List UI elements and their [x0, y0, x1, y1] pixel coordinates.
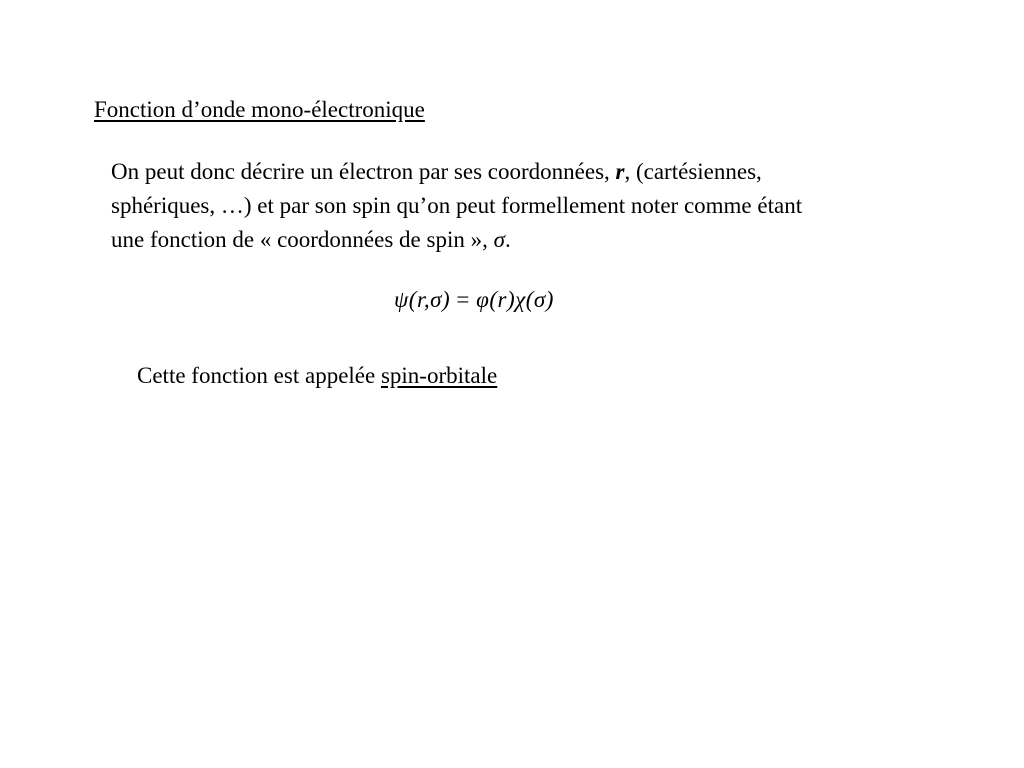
- phi-arguments: (r): [489, 287, 516, 312]
- paragraph-text: une fonction de « coordonnées de spin »,: [111, 227, 494, 252]
- spin-symbol: σ: [493, 227, 505, 252]
- paragraph-text: .: [504, 227, 511, 252]
- spin-orbitale-term: spin-orbitale: [380, 363, 498, 388]
- description-paragraph: [111, 155, 991, 257]
- psi-arguments: (r,σ): [408, 287, 451, 312]
- paragraph-line-1: [111, 155, 991, 189]
- conclusion-line: [137, 361, 497, 391]
- spin-orbital-equation: [394, 285, 554, 315]
- chi-arguments: (σ): [525, 287, 554, 312]
- paragraph-line-3: [111, 223, 991, 257]
- slide-title: Fonction d’onde mono-électronique: [94, 97, 425, 122]
- paragraph-text: , (cartésiennes,: [624, 159, 762, 184]
- equals-sign: =: [450, 287, 477, 312]
- coordinate-symbol: r: [615, 159, 625, 184]
- chi-symbol: χ: [515, 287, 526, 312]
- psi-symbol: ψ: [394, 287, 409, 312]
- phi-symbol: φ: [476, 287, 490, 312]
- paragraph-text: On peut donc décrire un électron par ses coordonnées,: [111, 159, 616, 184]
- paragraph-line-2: sphériques, …) et par son spin qu’on peut formellement noter comme étant: [111, 193, 803, 218]
- conclusion-text: Cette fonction est appelée: [137, 363, 381, 388]
